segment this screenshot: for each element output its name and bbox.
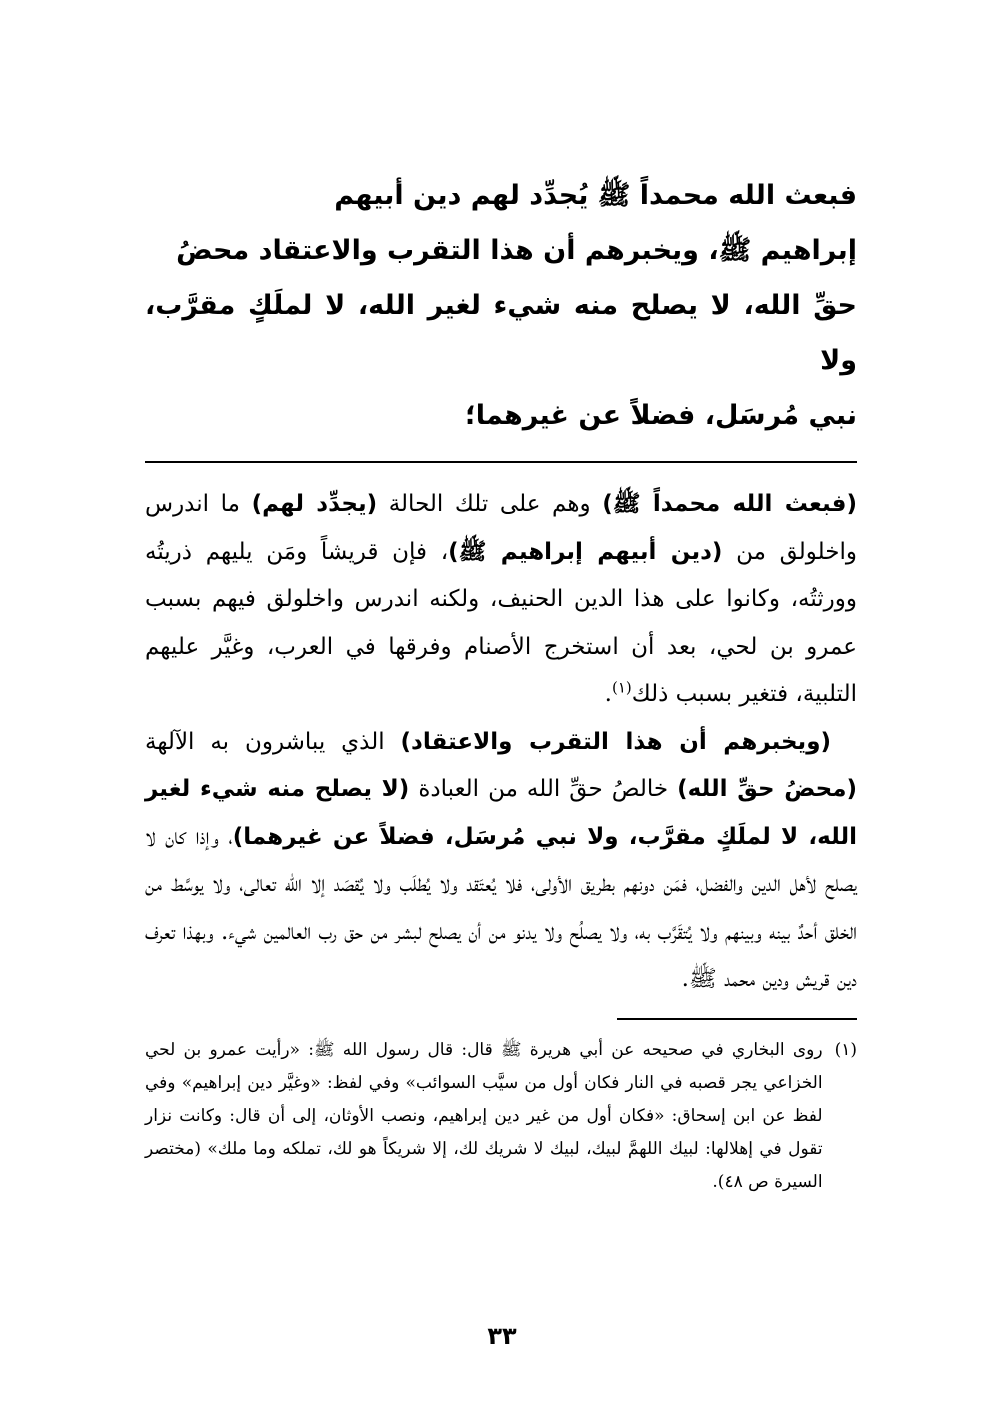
- footnote-number: (١): [834, 1039, 857, 1060]
- quoted-phrase: (دين أبيهم إبراهيم ﷺ): [448, 538, 723, 565]
- matn-text: [145, 168, 857, 443]
- footnote: [145, 1034, 857, 1199]
- matn-line: فبعث الله محمداً ﷺ يُجدِّد لهم دين أبيهم: [334, 180, 857, 211]
- quoted-phrase: (ويخبرهم أن هذا التقرب والاعتقاد): [400, 728, 831, 755]
- sharh-text: ، فإن قريشاً ومَن يليهم ذريتُه وورثتُه، وكانوا على هذا الدين الحنيف، ولكنه اندرس واخلولق فيهم بسبب عمرو بن لحي، بعد أن استخرج الأصنام وفرقها في العرب، وغيَّر عليهم التلبية، فتغير بسبب ذلك: [145, 538, 857, 707]
- footnote-divider: [617, 1018, 857, 1020]
- footnote-text: روى البخاري في صحيحه عن أبي هريرة ﷺ قال: قال رسول الله ﷺ: «رأيت عمرو بن لحي الخزاعي يجر قصبه في النار فكان أول من سيَّب السوائب» وفي لفظ: «وغيَّر دين إبراهيم» وفي لفظ عن ابن إسحاق: «فكان أول من غير دين إبراهيم، ونصب الأوثان، إلى أن قال: وكانت نزار تقول في إهلالها: لبيك اللهمَّ لبيك، لبيك لا شريك لك، إلا شريكاً هو لك، تملكه وما ملك» (مختصر السيرة ص ٤٨).: [145, 1039, 823, 1192]
- page-content: [145, 168, 857, 1199]
- sharh-text: وهم على تلك الحالة: [377, 491, 603, 517]
- matn-line: حقِّ الله، لا يصلح منه شيء لغير الله، لا لملَكٍ مقرَّب، ولا: [145, 290, 857, 376]
- quoted-phrase: (فبعث الله محمداً ﷺ): [602, 491, 857, 517]
- quoted-phrase: (لا يصلح منه شيء لغير الله، لا لملَكٍ مقرَّب، ولا نبي مُرسَل، فضلاً عن غيرهما): [145, 776, 857, 850]
- page-number: ٣٣: [487, 1322, 517, 1350]
- sharh-text: ، وإذا كان لا يصلح لأهل الدين والفضل، فمَن دونهم بطريق الأولى، فلا يُعتَقد ولا يُطلَب ولا يُقصَد إلا الله تعالى، ولا يوسَّط من الخلق أحدٌ بينه وبينهم ولا يُتقَرَّب به، ولا يصلُح ولا يدنو من أن يصلح لبشر من حق رب العالمين شيء. وبهذا تعرف دين قريش ودين محمد ﷺ.: [145, 823, 857, 992]
- sharh-paragraph-2: [145, 719, 857, 1004]
- sharh-text: ما اندرس واخلولق من: [145, 491, 858, 565]
- matn-line: نبي مُرسَل، فضلاً عن غيرهما؛: [464, 400, 857, 431]
- sharh-text: خالصُ حقِّ الله من العبادة: [409, 776, 678, 802]
- matn-line: إبراهيم ﷺ، ويخبرهم أن هذا التقرب والاعتقاد محضُ: [176, 235, 857, 266]
- quoted-phrase: (محضُ حقِّ الله): [677, 776, 857, 802]
- sharh-text: الذي يباشرون به الآلهة: [145, 728, 401, 755]
- sharh-paragraph-1: [145, 481, 857, 719]
- sharh-text: .: [604, 681, 612, 707]
- footnote-reference: (١): [611, 678, 632, 697]
- matn-divider: [145, 461, 857, 463]
- quoted-phrase: (يجدِّد لهم): [251, 491, 378, 517]
